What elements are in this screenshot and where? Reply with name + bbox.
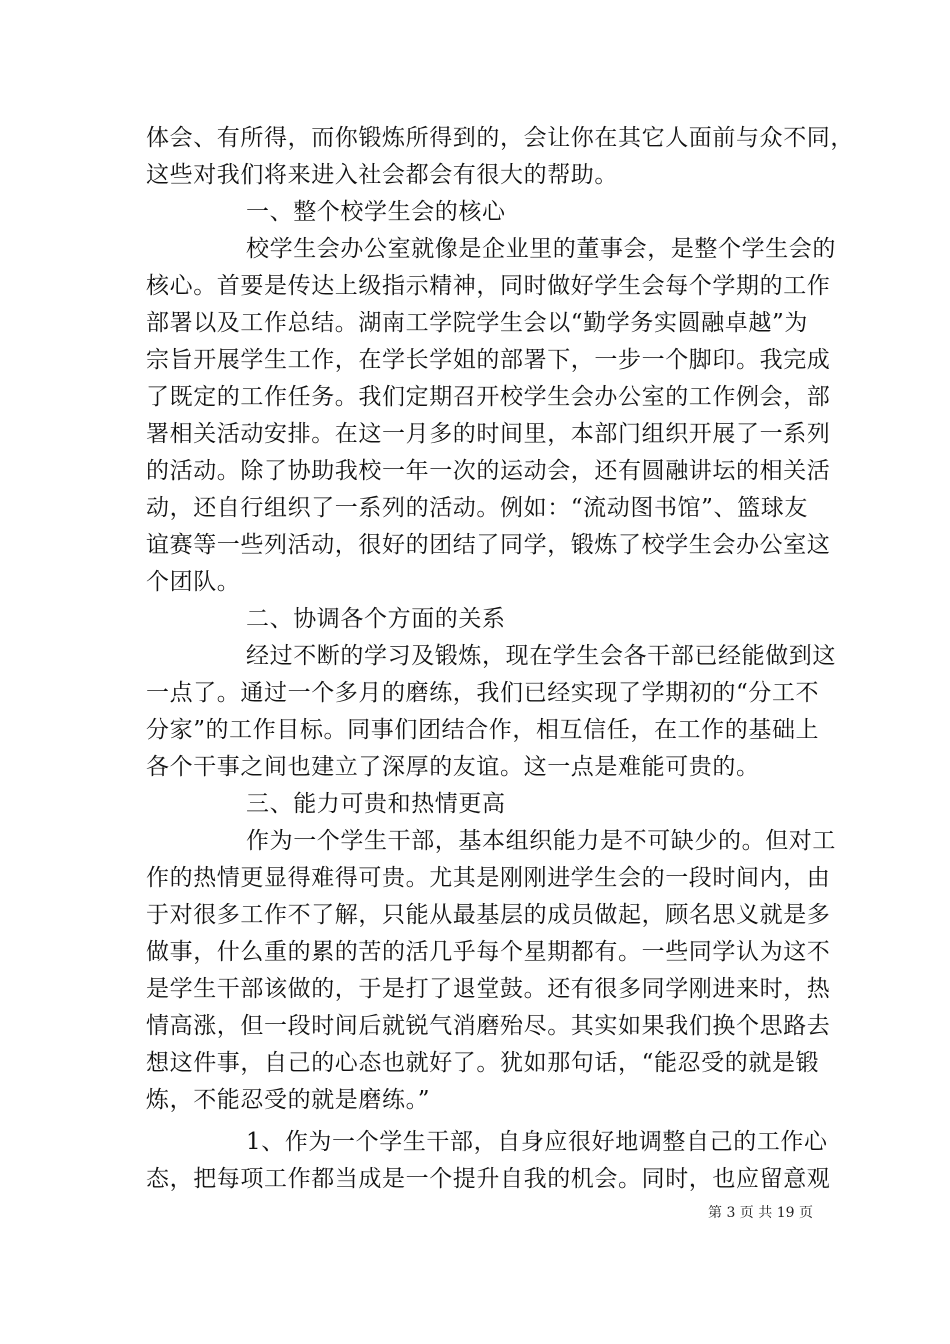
text-line: 核心。首要是传达上级指示精神，同时做好学生会每个学期的工作: [146, 273, 831, 299]
text-line: 分家”的工作目标。同事们团结合作，相互信任，在工作的基础上: [146, 717, 820, 743]
text-line: 署相关活动安排。在这一月多的时间里，本部门组织开展了一系列: [146, 421, 831, 447]
text-line: 态，把每项工作都当成是一个提升自我的机会。同时，也应留意观: [146, 1166, 831, 1192]
page-number: 第 3 页 共 19 页: [708, 1205, 813, 1221]
text-line: 作为一个学生干部，基本组织能力是不可缺少的。但对工: [246, 828, 836, 854]
text-line: 这些对我们将来进入社会都会有很大的帮助。: [146, 162, 618, 188]
text-line: 想这件事，自己的心态也就好了。犹如那句话，“能忍受的就是锻: [146, 1050, 820, 1076]
text-line: 经过不断的学习及锻炼，现在学生会各干部已经能做到这: [246, 643, 836, 669]
section-heading: 一、整个校学生会的核心: [246, 199, 506, 225]
section-heading: 二、协调各个方面的关系: [246, 606, 506, 632]
text-line: 一点了。通过一个多月的磨练，我们已经实现了学期初的“分工不: [146, 680, 820, 706]
text-line: 动，还自行组织了一系列的活动。例如：“流动图书馆”、篮球友: [146, 495, 808, 521]
text-line: 炼，不能忍受的就是磨练。”: [146, 1087, 431, 1113]
text-line: 的活动。除了协助我校一年一次的运动会，还有圆融讲坛的相关活: [146, 458, 831, 484]
text-line: 部署以及工作总结。湖南工学院学生会以“勤学务实圆融卓越”为: [146, 310, 808, 336]
text-line: 做事，什么重的累的苦的活几乎每个星期都有。一些同学认为这不: [146, 939, 831, 965]
text-line: 作的热情更显得难得可贵。尤其是刚刚进学生会的一段时间内，由: [146, 865, 831, 891]
text-line: 校学生会办公室就像是企业里的董事会，是整个学生会的: [246, 236, 836, 262]
text-line: 谊赛等一些列活动，很好的团结了同学，锻炼了校学生会办公室这: [146, 532, 831, 558]
text-line: 于对很多工作不了解，只能从最基层的成员做起，顾名思义就是多: [146, 902, 831, 928]
text-line: 是学生干部该做的，于是打了退堂鼓。还有很多同学刚进来时，热: [146, 976, 831, 1002]
text-line: 了既定的工作任务。我们定期召开校学生会办公室的工作例会，部: [146, 384, 831, 410]
text-line: 体会、有所得，而你锻炼所得到的，会让你在其它人面前与众不同，: [146, 125, 854, 151]
text-line: 个团队。: [146, 569, 241, 595]
text-line: 1、作为一个学生干部，自身应很好地调整自己的工作心: [246, 1129, 828, 1155]
text-line: 各个干事之间也建立了深厚的友谊。这一点是难能可贵的。: [146, 754, 760, 780]
section-heading: 三、能力可贵和热情更高: [246, 791, 506, 817]
text-line: 宗旨开展学生工作，在学长学姐的部署下，一步一个脚印。我完成: [146, 347, 831, 373]
text-line: 情高涨，但一段时间后就锐气消磨殆尽。其实如果我们换个思路去: [146, 1013, 831, 1039]
